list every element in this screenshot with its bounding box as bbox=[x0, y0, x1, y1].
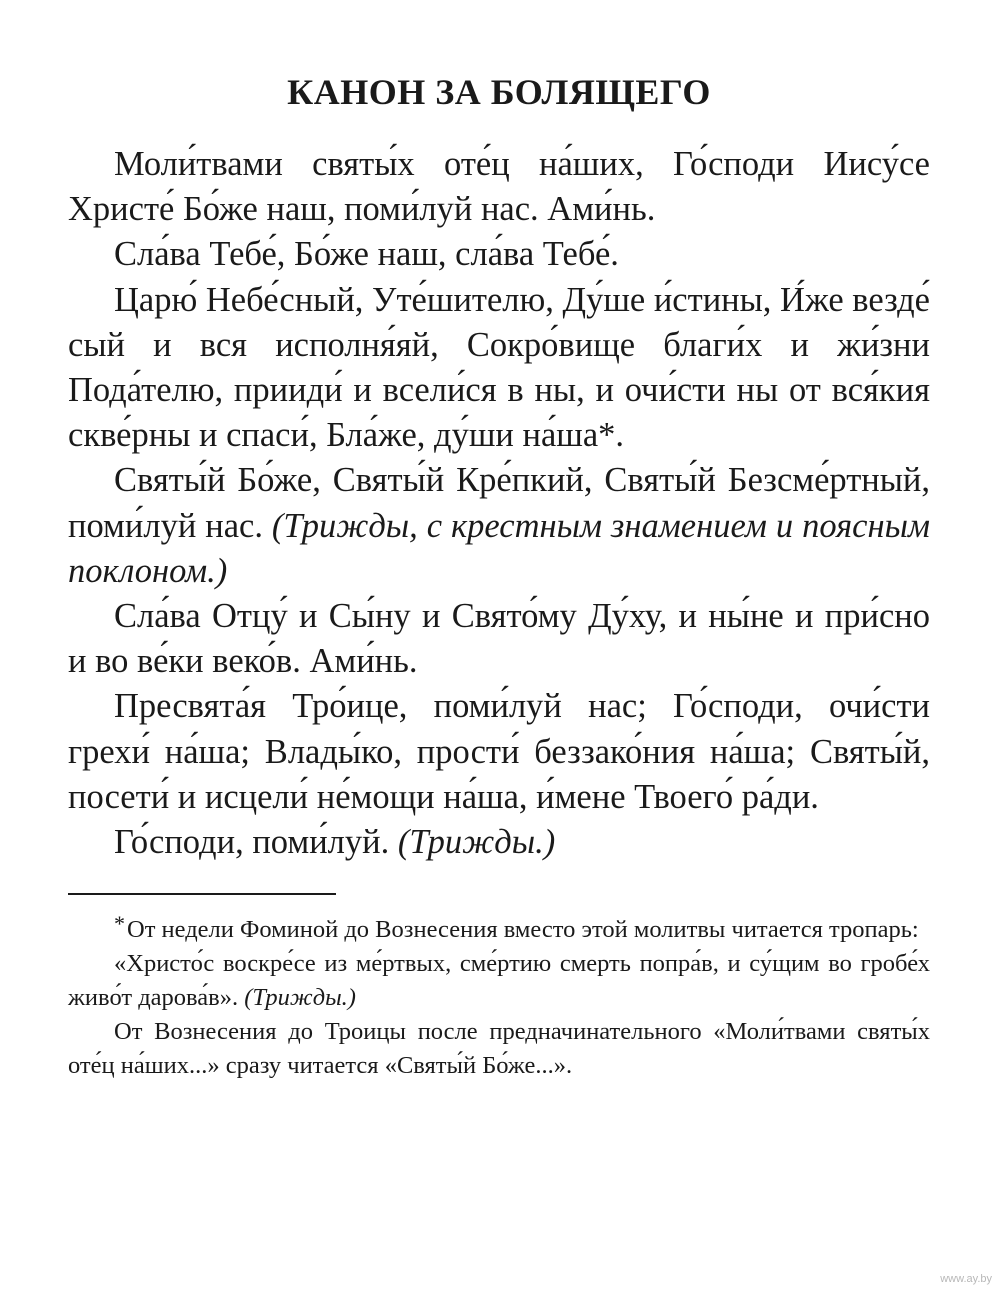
rubric-note: (Трижды.) bbox=[397, 823, 556, 862]
paragraph bbox=[68, 820, 930, 865]
paragraph-text: Пресвята́я Тро́ице, поми́луй нас; Го́споди, очи́сти грехи́ на́ша; Влады́ко, прости́ беззако́ния на́ша; Святы́й, посети́ и исцели́ не́мощи на́ша, и́мене Твоего́ ра́ди. bbox=[68, 687, 930, 816]
rubric-note: (Трижды.) bbox=[244, 984, 356, 1012]
paragraph-text: Сла́ва Тебе́, Бо́же наш, сла́ва Тебе́. bbox=[114, 235, 619, 274]
page bbox=[68, 70, 930, 1083]
paragraph bbox=[68, 142, 930, 232]
paragraph-text: Святы́й Бо́же, Святы́й Кре́пкий, Святы́й Безсме́ртный, поми́луй нас. bbox=[68, 461, 930, 545]
footnote bbox=[68, 1015, 930, 1083]
paragraph bbox=[68, 594, 930, 684]
paragraph bbox=[68, 684, 930, 820]
footnote bbox=[68, 947, 930, 1015]
paragraph-text: Моли́твами святы́х оте́ц на́ших, Го́споди Иису́се Христе́ Бо́же наш, поми́луй нас. Ами́нь. bbox=[68, 145, 930, 229]
paragraph bbox=[68, 232, 930, 277]
paragraph-text: Царю́ Небе́сный, Уте́шителю, Ду́ше и́стины, И́же везде́ сый и вся исполня́яй, Сокро́вище благи́х и жи́зни Пода́телю, прииди́ и всели́ся в ны, и очи́сти ны от вся́кия скве́рны и спаси́, Бла́же, ду́ши на́ша*. bbox=[68, 280, 930, 455]
footnote-text: От недели Фоминой до Вознесения вместо этой молитвы читается тропарь: bbox=[127, 916, 919, 944]
prayer-text bbox=[68, 142, 930, 865]
page-title: КАНОН ЗА БОЛЯЩЕГО bbox=[287, 72, 711, 112]
footnote bbox=[68, 907, 930, 947]
footnote-divider bbox=[68, 893, 336, 895]
watermark: www.ay.by bbox=[940, 1273, 992, 1285]
footnote-text: «Христо́с воскре́се из ме́ртвых, сме́ртию смерть попра́в, и су́щим во гробе́х живо́т дарова́в». bbox=[68, 950, 930, 1012]
paragraph-text: Го́споди, поми́луй. bbox=[114, 823, 398, 862]
paragraph-text: Сла́ва Отцу́ и Сы́ну и Свято́му Ду́ху, и ны́не и при́сно и во ве́ки веко́в. Ами́нь. bbox=[68, 597, 930, 681]
paragraph bbox=[68, 458, 930, 594]
footnotes bbox=[68, 907, 930, 1083]
rubric-note: (Трижды, с крестным знамением и поясным поклоном.) bbox=[68, 506, 930, 590]
footnote-mark: * bbox=[114, 911, 125, 937]
paragraph bbox=[68, 278, 930, 459]
footnote-text: От Вознесения до Троицы после предначинательного «Моли́твами святы́х оте́ц на́ших...» сразу читается «Святы́й Бо́же...». bbox=[68, 1018, 930, 1080]
